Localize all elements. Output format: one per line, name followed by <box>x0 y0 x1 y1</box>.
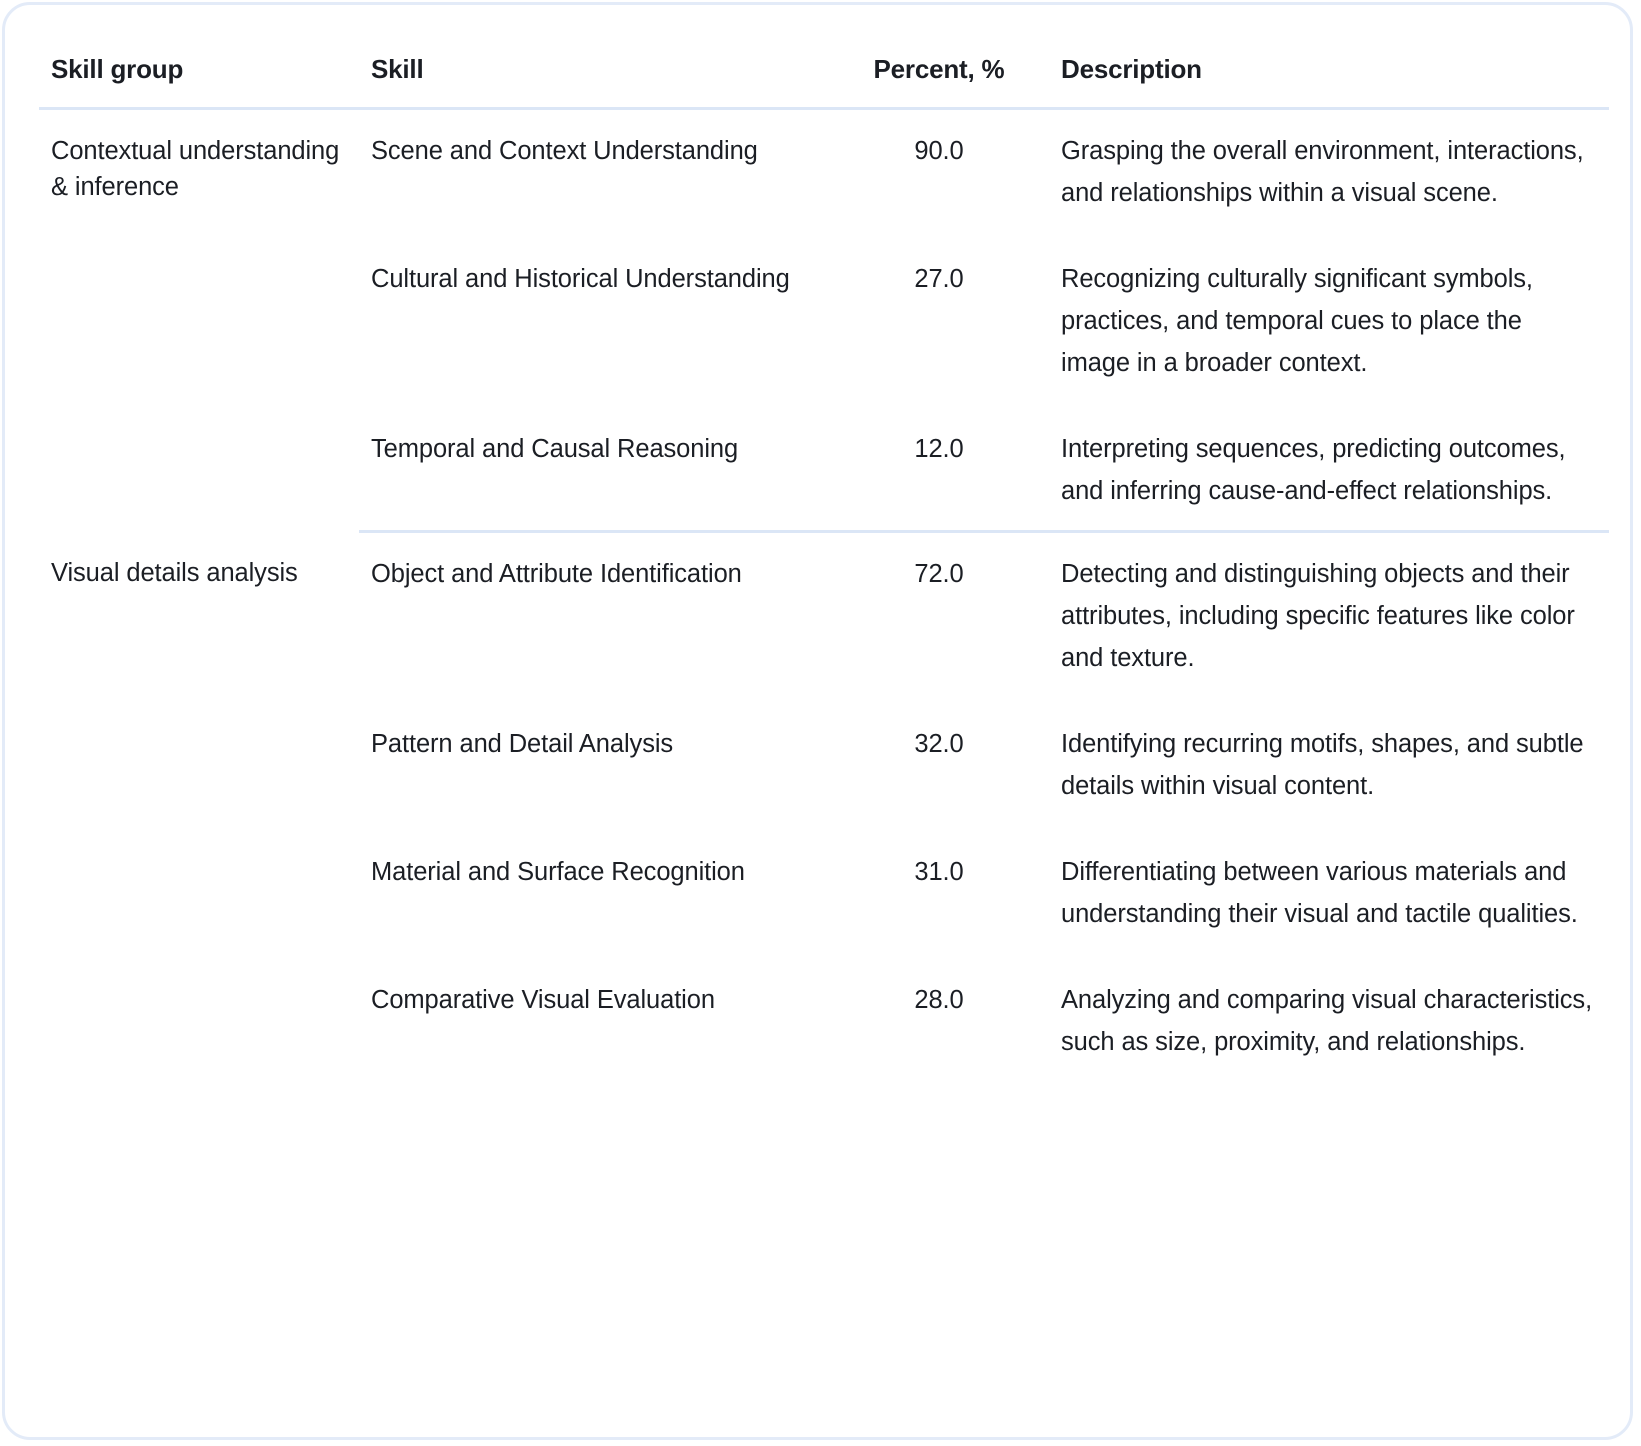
header-skill-group: Skill group <box>39 33 359 109</box>
skills-table-card <box>2 2 1633 1440</box>
skill-cell: Temporal and Causal Reasoning <box>359 428 829 532</box>
table-row <box>39 532 1609 724</box>
description-cell: Grasping the overall environment, interactions, and relationships within a visual scene. <box>1061 137 1584 207</box>
skill-group-cell: Contextual understanding & inference <box>51 137 340 201</box>
percent-cell: 90.0 <box>914 137 964 165</box>
skill-cell: Material and Surface Recognition <box>371 858 745 886</box>
percent-cell: 31.0 <box>914 858 964 886</box>
skill-cell: Object and Attribute Identification <box>371 560 742 588</box>
skill-cell: Pattern and Detail Analysis <box>371 730 674 758</box>
table-row <box>39 109 1609 259</box>
skill-cell: Comparative Visual Evaluation <box>371 986 715 1014</box>
description-cell: Differentiating between various materials and understanding their visual and tactile qualities. <box>1061 858 1578 928</box>
description-cell: Recognizing culturally significant symbols, practices, and temporal cues to place the image in a broader context. <box>1061 265 1533 377</box>
skill-cell: Cultural and Historical Understanding <box>371 265 790 293</box>
description-cell: Interpreting sequences, predicting outcomes, and inferring cause-and-effect relationships. <box>1049 428 1609 532</box>
percent-cell: 27.0 <box>914 265 964 293</box>
skill-cell: Scene and Context Understanding <box>371 137 758 165</box>
skills-table <box>39 33 1609 1093</box>
header-skill: Skill <box>359 33 829 109</box>
header-description: Description <box>1049 33 1609 109</box>
percent-cell: 32.0 <box>914 730 964 758</box>
description-cell: Analyzing and comparing visual characteristics, such as size, proximity, and relationships. <box>1061 986 1593 1056</box>
percent-cell: 28.0 <box>914 986 964 1014</box>
percent-cell: 72.0 <box>914 560 964 588</box>
description-cell: Detecting and distinguishing objects and their attributes, including specific features like color and texture. <box>1061 560 1575 672</box>
percent-cell: 12.0 <box>829 428 1049 532</box>
description-cell: Identifying recurring motifs, shapes, and subtle details within visual content. <box>1061 730 1584 800</box>
skill-group-cell: Visual details analysis <box>51 558 298 587</box>
table-header-row <box>39 33 1609 109</box>
header-percent: Percent, % <box>829 33 1049 109</box>
